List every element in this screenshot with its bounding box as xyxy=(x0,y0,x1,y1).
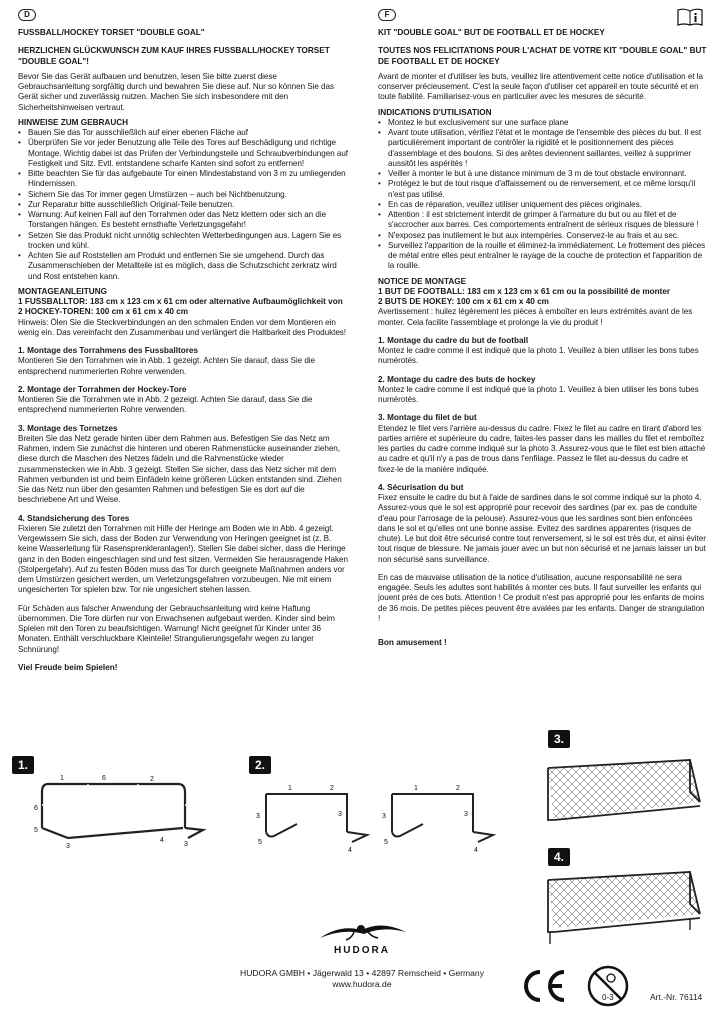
french-column xyxy=(378,28,708,648)
de-step1-text: Montieren Sie den Torrahmen wie in Abb. 1 gezeigt. Achten Sie darauf, dass Sie die entsprechend nummerierten Rohre verwenden. xyxy=(18,356,316,376)
de-hints-title: HINWEISE ZUM GEBRAUCH xyxy=(18,117,129,127)
fig2-number: 2 xyxy=(330,785,334,792)
list-item: • Protégez le but de tout risque d'affaissement ou de renversement, et ce même lorsqu'il n'est pas utilisé. xyxy=(378,179,708,200)
de-step4-title: 4. Standsicherung des Tores xyxy=(18,513,130,523)
fig2-number: 1 xyxy=(288,785,292,792)
fr-assembly-sub1: 1 BUT DE FOOTBALL: 183 cm x 123 cm x 61 cm ou la possibilité de monter xyxy=(378,286,671,296)
list-item: • Montez le but exclusivement sur une surface plane xyxy=(378,118,708,128)
fr-step2-title: 2. Montage du cadre des buts de hockey xyxy=(378,374,536,384)
list-item: • Sichern Sie das Tor immer gegen Umstürzen – auch bei Nichtbenutzung. xyxy=(18,190,348,200)
fig1-number: 4 xyxy=(160,837,164,844)
fig2-number: 5 xyxy=(258,839,262,846)
fig1-number: 6 xyxy=(102,775,106,782)
figure-1-label: 1. xyxy=(12,756,34,774)
list-item: • Warnung: Auf keinen Fall auf den Torrahmen oder das Netz klettern oder sich an die Torstangen hängen. Es besteht ernsthafte Verletzungsgefahr! xyxy=(18,210,348,231)
fr-step1-title: 1. Montage du cadre du but de football xyxy=(378,335,529,345)
figure-3-label: 3. xyxy=(548,730,570,748)
manual-info-icon xyxy=(677,8,703,26)
fr-hints-title: INDICATIONS D'UTILISATION xyxy=(378,107,492,117)
fr-hints-list xyxy=(378,118,708,272)
list-item: • Avant toute utilisation, vérifiez l'état et le montage de l'ensemble des pièces du but. Il est particulièrement important de contrôler la rigidité et le positionnement des pièces d'assemblage et des boulons. Si des arêtes deviennent saillantes, veillez à supprimer aussitôt les aspérités ! xyxy=(378,128,708,169)
fig2-number: 4 xyxy=(348,847,352,854)
de-liability: Für Schäden aus falscher Anwendung der Gebrauchsanleitung wird keine Haftung übernommen. Die Tore dürfen nur von Erwachsenen aufgebaut werden. Kinder sind beim Spielen mit den Toren zu beaufsichtigen. Warnung! Nicht geeignet für Kinder unter 36 Monaten. Enthält verschluckbare Kleinteile! Strangulierungsgefahr wegen zu langer Schnürung! xyxy=(18,603,335,654)
fr-closing: Bon amusement ! xyxy=(378,638,447,647)
fr-title: KIT "DOUBLE GOAL" BUT DE FOOTBALL ET DE HOCKEY xyxy=(378,28,605,37)
company-address: HUDORA GMBH • Jägerwald 13 • 42897 Remscheid • Germany xyxy=(239,968,484,978)
fig2-number: 4 xyxy=(474,847,478,854)
fig2-number: 3 xyxy=(256,813,260,820)
list-item: • En cas de réparation, veuillez utiliser uniquement des pièces originales. xyxy=(378,200,708,210)
de-step3-title: 3. Montage des Tornetzes xyxy=(18,423,118,433)
fr-step3-title: 3. Montage du filet de but xyxy=(378,413,477,423)
list-item: • Surveillez l'apparition de la rouille et éliminez-la immédiatement. Le frottement des pièces de métal entre elles peut entraîner le rayage de la couche de protection et l'apparition de la rouille. xyxy=(378,241,708,272)
figure-4-ground-anchoring xyxy=(540,866,710,950)
age-warning-icon xyxy=(586,964,630,1008)
fig1-number: 5 xyxy=(34,827,38,834)
list-item: • Setzen Sie das Produkt nicht unnötig schlechten Wetterbedingungen aus. Lagern Sie es trocken und kühl. xyxy=(18,231,348,252)
fig1-number: 3 xyxy=(66,843,70,850)
figure-4-label: 4. xyxy=(548,848,570,866)
fr-assembly-sub2: 2 BUTS DE HOKEY: 100 cm x 61 cm x 40 cm xyxy=(378,297,549,306)
article-number: Art.-Nr. 76114 xyxy=(650,992,703,1002)
fig2-number: 3 xyxy=(464,811,468,818)
fr-congrats: TOUTES NOS FELICITATIONS POUR L'ACHAT DE VOTRE KIT "DOUBLE GOAL" BUT DE FOOTBALL ET DE HOCKEY xyxy=(378,46,707,66)
list-item: • N'exposez pas inutilement le but aux intempéries. Conservez-le au frais et au sec. xyxy=(378,231,708,241)
fr-step4-text: Fixez ensuite le cadre du but à l'aide de sardines dans le sol comme indiqué sur la photo 4. Assurez-vous que le sol est approprié pour recevoir des sardines (par ex. pas de conduite d'eau pour l'arrosage de la pelouse). Assurez-vous que les sardines sont bien enfoncées dans le sol et qu'elles ont une bonne assise. Evitez des sardines apparentes (risques de chute). Le but doit être sécurisé contre tout renversement, si le sol est très dur, et ainsi éviter tout risque de blessure. Ne jamais jouer avec un but non sécurisé et ne jamais laisser un but non sécurisé sans surveillance. xyxy=(378,493,706,564)
fr-assembly-note: Avertissement : huilez légèrement les pièces à emboîter en leurs extrémités avant de les monter. Cela facilite l'assemblage et prolonge la vie du produit ! xyxy=(378,307,693,327)
de-assembly-title: MONTAGEANLEITUNG xyxy=(18,286,107,296)
fig1-number: 2 xyxy=(150,776,154,783)
fr-step1-text: Montez le cadre comme il est indiqué que la photo 1. Veuillez à bien utiliser les bons tubes numérotés. xyxy=(378,346,699,366)
fig2-number: 1 xyxy=(414,785,418,792)
fig1-number: 6 xyxy=(34,805,38,812)
fr-step4-title: 4. Sécurisation du but xyxy=(378,482,464,492)
list-item: • Attention : il est strictement interdit de grimper à l'armature du but ou au filet et de s'accrocher aux barres. Ces comportements entraînent de sérieux risques de blessure ! xyxy=(378,210,708,231)
figure-2-label: 2. xyxy=(249,756,271,774)
fig2-number: 2 xyxy=(456,785,460,792)
list-item: • Veiller à monter le but à une distance minimum de 3 m de tout obstacle environnant. xyxy=(378,169,708,179)
german-column xyxy=(18,28,348,673)
de-assembly-note: Hinweis: Ölen Sie die Steckverbindungen an den schmalen Enden vor dem Montieren ein wenig ein. Das vereinfacht den Zusammenbau und verlängert die Haltbarkeit des Produktes! xyxy=(18,317,347,337)
language-badge-de: D xyxy=(18,9,36,21)
de-step1-title: 1. Montage des Torrahmens des Fussballtores xyxy=(18,346,199,355)
fig2-number: 3 xyxy=(338,811,342,818)
list-item: • Bitte beachten Sie für das aufgebaute Tor einen Mindestabstand von 3 m zu umliegenden Hindernissen. xyxy=(18,169,348,190)
company-website: www.hudora.de xyxy=(332,979,392,989)
brand-name: HUDORA xyxy=(334,945,390,956)
fig2-number: 3 xyxy=(382,813,386,820)
de-congrats: HERZLICHEN GLÜCKWUNSCH ZUM KAUF IHRES FUSSBALL/HOCKEY TORSET "DOUBLE GOAL"! xyxy=(18,46,330,66)
de-assembly-sub1: 1 FUSSBALLTOR: 183 cm x 123 cm x 61 cm oder alternative Aufbaumöglichkeit von xyxy=(18,297,343,306)
de-intro: Bevor Sie das Gerät aufbauen und benutzen, lesen Sie bitte zuerst diese Gebrauchsanleitung sorgfältig durch und bewahren Sie diese auf. Nur so können Sie das Gerät sicher und zuverlässig nutzen. Machen Sie sich insbesondere mit den Sicherheitshinweisen vertraut. xyxy=(18,71,334,112)
fr-step3-text: Etendez le filet vers l'arrière au-dessus du cadre. Fixez le filet au cadre en tirant d'abord les parties arrière et supérieure du cadre, faites-les passer dans les mailles du filet et remboîtez les parties du cadre comme indiqué sur la photo 3. Assurez-vous que le filet est bien attaché au cadre et qu'il n'y a pas de trous dans l'enfilage. Passez le filet au-dessus du cadre et fixez-le de la manière indiquée. xyxy=(378,423,706,474)
de-assembly-sub2: 2 HOCKEY-TOREN: 100 cm x 61 cm x 40 cm xyxy=(18,307,189,317)
list-item: • Achten Sie auf Roststellen am Produkt und entfernen Sie sie umgehend. Durch das Zusammenschieben der Metallteile ist es möglich, dass die Schutzschicht zerkratz wird und Rost entstehen kann. xyxy=(18,251,348,282)
de-step2-title: 2. Montage der Torrahmen der Hockey-Tore xyxy=(18,384,187,394)
list-item: • Zur Reparatur bitte ausschließlich Original-Teile benutzen. xyxy=(18,200,348,210)
de-hints-list xyxy=(18,128,348,282)
list-item: • Überprüfen Sie vor jeder Benutzung alle Teile des Tores auf Beschädigung und richtige Montage. Wichtig dabei ist das Prüfen der Verbindungsteile und Schraubverbindungen auf Festigkeit und Sitz. Evtl. entstandene scharfe Kanten sind sofort zu entfernen! xyxy=(18,138,348,169)
de-step2-text: Montieren Sie die Torrahmen wie in Abb. 2 gezeigt. Achten Sie darauf, dass Sie die entsprechend nummerierten Rohre verwenden. xyxy=(18,395,313,415)
list-item: • Bauen Sie das Tor ausschließlich auf einer ebenen Fläche auf xyxy=(18,128,348,138)
de-step4-text: Fixieren Sie zuletzt den Torrahmen mit Hilfe der Heringe am Boden wie in Abb. 4 gezeigt. Vergewissern Sie sich, dass der Boden zur Verwendung von Heringen geeignet ist (z. B. keine Wasserleitung für Rasensprenkleranlagen!). Stellen Sie dabei sicher, dass die Heringe ganz in den Boden eingeschlagen sind und fest sitzen. Vermeiden Sie herausragende Haken (Stolpergefahr). Auf zu festen Böden muss das Tor durch geeignete Maßnahmen anders vor dem Umstürzen gesichert werden, um Verletzungsgefahren vorzubeugen. Nie mit einem ungesicherten Tor spielen bzw. Tor nie ungesichert stehen lassen. xyxy=(18,523,348,595)
language-badge-fr: F xyxy=(378,9,396,21)
fig1-number: 1 xyxy=(60,775,64,782)
figure-1-football-frame xyxy=(28,770,218,850)
hudora-logo xyxy=(310,916,414,956)
fig2-number: 5 xyxy=(384,839,388,846)
fr-intro: Avant de monter et d'utiliser les buts, veuillez lire attentivement cette notice d'utilisation et la conserver précieusement. C'est la seule façon d'utiliser cet appareil en toute sécurité et en toute fiabilité. Familiarisez-vous en particulier avec les mesures de sécurité. xyxy=(378,71,703,102)
de-title: FUSSBALL/HOCKEY TORSET "DOUBLE GOAL" xyxy=(18,28,205,37)
age-warning-text: 0-3 xyxy=(602,993,614,1002)
de-step3-text: Breiten Sie das Netz gerade hinten über dem Rahmen aus. Befestigen Sie das Netz am Rahmen, indem Sie zunächst die hinteren und oberen Rahmenstücke auseinander ziehen, diese durch die Maschen des Netzes fädeln und die Rahmenstücke wieder zusammenstecken wie in Abb. 3 gezeigt. Stellen Sie sicher, dass das Netz sicher mit dem Rahmen verbunden ist und beim Einfädeln keine größeren Lücken entstanden sind. Ziehen Sie das Netz nun über den gesamten Rahmen und befestigen Sie es dort auf die beschriebene Art und Weise. xyxy=(18,433,342,505)
figure-2-hockey-frame-b xyxy=(378,780,503,860)
figure-3-net-assembly xyxy=(540,752,710,842)
fig1-number: 3 xyxy=(184,841,188,848)
fr-liability: En cas de mauvaise utilisation de la notice d'utilisation, aucune responsabilité ne sera engagée. Seuls les adultes sont habilités à monter ces buts. Il faut surveiller les enfants qui jouent près de ces buts. Attention ! Ce produit n'est pas approprié pour les enfants de moins de 36 mois. De petites pièces peuvent être avalées par les enfants. Danger de strangulation ! xyxy=(378,572,705,623)
ce-mark-icon xyxy=(518,966,570,1006)
figure-2-hockey-frame-a xyxy=(252,780,377,860)
fr-assembly-title: NOTICE DE MONTAGE xyxy=(378,276,467,286)
fr-step2-text: Montez le cadre comme il est indiqué que la photo 1. Veuillez à bien utiliser les bons tubes numérotés. xyxy=(378,384,699,404)
de-closing: Viel Freude beim Spielen! xyxy=(18,662,118,672)
